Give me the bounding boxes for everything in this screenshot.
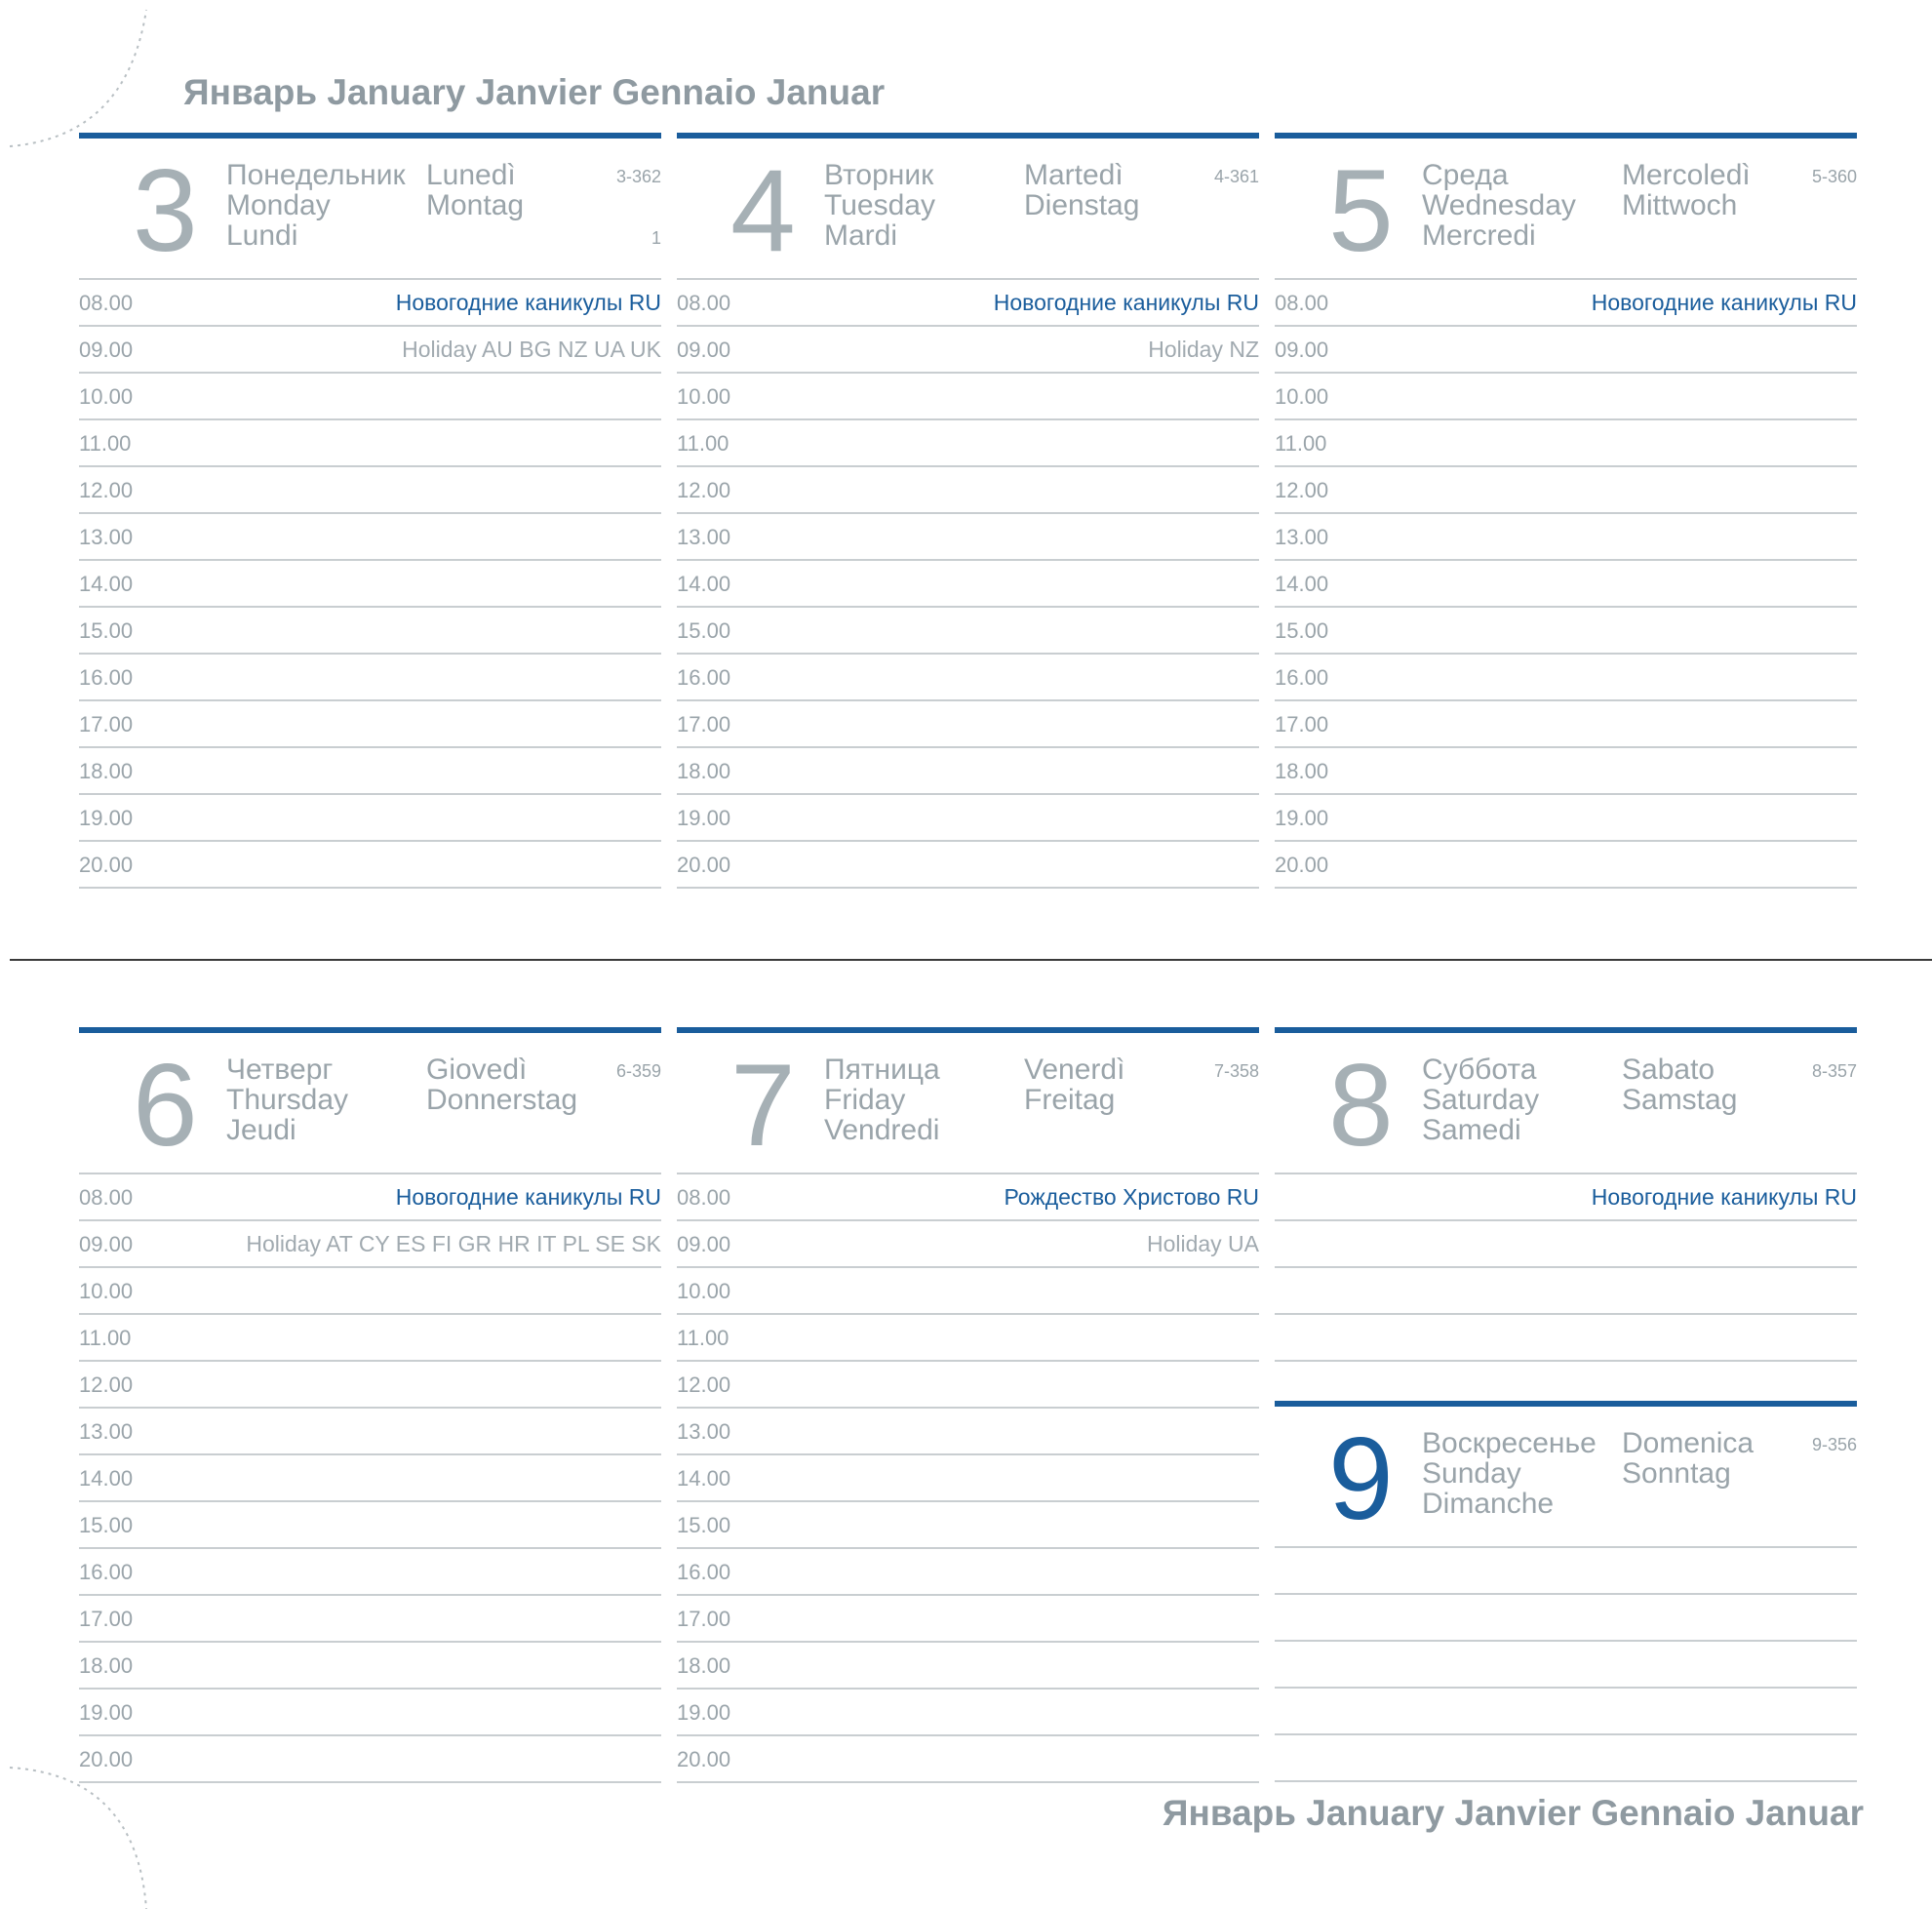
- time-label: 08.00: [677, 1185, 731, 1210]
- day-name: Giovedì: [426, 1054, 528, 1086]
- time-row[interactable]: [677, 1362, 1259, 1409]
- time-label: 18.00: [1275, 759, 1329, 783]
- time-row[interactable]: [79, 748, 661, 795]
- page-separator: [10, 959, 1932, 961]
- time-label: 18.00: [677, 759, 731, 783]
- time-label: 13.00: [79, 525, 134, 549]
- day-names-left: [824, 1054, 940, 1145]
- time-label: 17.00: [79, 1607, 134, 1631]
- day-name: Lundi: [226, 219, 298, 252]
- time-row[interactable]: [677, 1455, 1259, 1502]
- time-label: 17.00: [677, 1607, 731, 1631]
- event-text: Новогодние каникулы RU: [1591, 290, 1857, 315]
- time-label: 08.00: [677, 291, 731, 315]
- day-name: Wednesday: [1422, 189, 1576, 221]
- time-label: 09.00: [79, 338, 134, 362]
- time-row[interactable]: [1275, 795, 1857, 842]
- time-label: 11.00: [677, 431, 729, 456]
- day-header: [79, 1033, 661, 1174]
- time-label: 08.00: [79, 1185, 134, 1210]
- time-label: 19.00: [677, 1700, 731, 1725]
- day-names-right: [1622, 1054, 1737, 1115]
- time-label: 13.00: [79, 1419, 134, 1444]
- time-row[interactable]: [79, 1643, 661, 1690]
- time-label: 16.00: [1275, 665, 1329, 690]
- time-label: 09.00: [1275, 338, 1329, 362]
- time-label: 13.00: [677, 525, 731, 549]
- day-column-9: [1275, 1401, 1857, 1782]
- time-label: 17.00: [79, 712, 134, 736]
- day-name: Monday: [226, 189, 331, 221]
- day-names-right: [1622, 160, 1751, 220]
- day-name: Samstag: [1622, 1084, 1738, 1116]
- day-name: Суббота: [1422, 1054, 1537, 1086]
- time-row[interactable]: [79, 701, 661, 748]
- time-label: 15.00: [1275, 618, 1329, 643]
- day-name: Freitag: [1024, 1084, 1116, 1116]
- day-column-4: [677, 133, 1259, 889]
- time-label: 15.00: [677, 618, 731, 643]
- day-names-right: [426, 1054, 577, 1115]
- day-name: Martedì: [1024, 159, 1124, 191]
- time-row[interactable]: [1275, 1735, 1857, 1782]
- day-names-right: [426, 160, 524, 220]
- day-number: 9: [1328, 1413, 1394, 1544]
- time-row[interactable]: [1275, 420, 1857, 467]
- time-label: 14.00: [1275, 572, 1329, 596]
- time-label: 16.00: [677, 1560, 731, 1584]
- day-number: 8: [1328, 1040, 1394, 1171]
- time-label: 15.00: [79, 1513, 134, 1537]
- time-row[interactable]: [1275, 655, 1857, 701]
- time-label: 18.00: [79, 759, 134, 783]
- time-label: 14.00: [79, 572, 134, 596]
- time-row[interactable]: [677, 467, 1259, 514]
- time-row[interactable]: [677, 327, 1259, 374]
- day-name: Воскресенье: [1422, 1427, 1597, 1459]
- time-row[interactable]: [677, 795, 1259, 842]
- time-row[interactable]: [1275, 1548, 1857, 1595]
- time-row[interactable]: [1275, 1174, 1857, 1221]
- day-of-year-code: 9-356: [1811, 1435, 1857, 1454]
- day-name: Вторник: [824, 159, 934, 191]
- time-label: 19.00: [1275, 806, 1329, 830]
- day-of-year-code: 5-360: [1811, 167, 1857, 186]
- time-row[interactable]: [677, 655, 1259, 701]
- day-name: Thursday: [226, 1084, 349, 1116]
- day-header: [677, 1033, 1259, 1174]
- day-number: 5: [1328, 145, 1394, 276]
- time-row[interactable]: [677, 1502, 1259, 1549]
- event-text: Новогодние каникулы RU: [395, 290, 661, 315]
- day-header: [1275, 1407, 1857, 1548]
- day-of-year-code: 4-361: [1213, 167, 1259, 186]
- time-row[interactable]: [677, 514, 1259, 561]
- time-row[interactable]: [1275, 1268, 1857, 1315]
- day-header: [677, 139, 1259, 280]
- day-name: Sabato: [1622, 1054, 1715, 1086]
- day-of-year-code: 8-357: [1811, 1061, 1857, 1081]
- day-name: Mercredi: [1422, 219, 1536, 252]
- time-label: 18.00: [79, 1653, 134, 1678]
- day-column-8: [1275, 1027, 1857, 1362]
- day-number: 6: [133, 1040, 198, 1171]
- time-row[interactable]: [677, 1221, 1259, 1268]
- day-name: Mardi: [824, 219, 898, 252]
- event-text: Holiday NZ: [1148, 337, 1259, 362]
- time-row[interactable]: [79, 1174, 661, 1221]
- time-row[interactable]: [79, 420, 661, 467]
- time-row[interactable]: [79, 1596, 661, 1643]
- time-label: 14.00: [79, 1466, 134, 1491]
- time-label: 11.00: [79, 431, 132, 456]
- time-row[interactable]: [79, 795, 661, 842]
- day-header: [79, 139, 661, 280]
- time-row[interactable]: [79, 608, 661, 655]
- time-label: 09.00: [677, 1232, 731, 1256]
- time-label: 12.00: [1275, 478, 1329, 502]
- time-row[interactable]: [79, 1362, 661, 1409]
- time-label: 16.00: [79, 1560, 134, 1584]
- day-name: Mittwoch: [1622, 189, 1738, 221]
- time-row[interactable]: [79, 561, 661, 608]
- event-text: Рождество Христово RU: [1004, 1184, 1259, 1210]
- time-row[interactable]: [677, 842, 1259, 889]
- month-title-top: Январь January Janvier Gennaio Januar: [183, 72, 886, 112]
- day-name: Пятница: [824, 1054, 940, 1086]
- time-label: 09.00: [79, 1232, 134, 1256]
- time-row[interactable]: [1275, 1595, 1857, 1642]
- day-names-right: [1622, 1428, 1754, 1489]
- time-row[interactable]: [1275, 374, 1857, 420]
- time-label: 09.00: [677, 338, 731, 362]
- time-label: 13.00: [1275, 525, 1329, 549]
- day-column-3: [79, 133, 661, 889]
- time-label: 19.00: [677, 806, 731, 830]
- time-row[interactable]: [677, 420, 1259, 467]
- time-label: 08.00: [1275, 291, 1329, 315]
- event-text: Holiday AU BG NZ UA UK: [402, 337, 661, 362]
- time-row[interactable]: [677, 1643, 1259, 1690]
- time-label: 13.00: [677, 1419, 731, 1444]
- time-row[interactable]: [79, 1502, 661, 1549]
- day-header: [1275, 139, 1857, 280]
- time-row[interactable]: [1275, 1642, 1857, 1689]
- time-row[interactable]: [79, 1268, 661, 1315]
- time-row[interactable]: [677, 748, 1259, 795]
- time-label: 14.00: [677, 1466, 731, 1491]
- day-name: Sonntag: [1622, 1457, 1731, 1490]
- time-label: 20.00: [1275, 853, 1329, 877]
- event-text: Новогодние каникулы RU: [1591, 1184, 1857, 1210]
- day-names-left: [1422, 160, 1576, 251]
- day-names-left: [1422, 1054, 1539, 1145]
- time-label: 10.00: [677, 1279, 731, 1303]
- time-row[interactable]: [1275, 280, 1857, 327]
- time-label: 19.00: [79, 806, 134, 830]
- time-label: 14.00: [677, 572, 731, 596]
- time-label: 20.00: [79, 853, 134, 877]
- time-label: 10.00: [79, 384, 134, 409]
- day-name: Dienstag: [1024, 189, 1140, 221]
- day-of-year-code: 3-362: [615, 167, 661, 186]
- day-name: Понедельник: [226, 159, 406, 191]
- time-row[interactable]: [79, 655, 661, 701]
- time-label: 12.00: [79, 1372, 134, 1397]
- day-name: Dimanche: [1422, 1488, 1555, 1520]
- day-names-right: [1024, 160, 1139, 220]
- time-label: 12.00: [677, 1372, 731, 1397]
- time-row[interactable]: [677, 280, 1259, 327]
- time-row[interactable]: [1275, 561, 1857, 608]
- time-row[interactable]: [677, 374, 1259, 420]
- day-name: Jeudi: [226, 1114, 296, 1146]
- day-name: Montag: [426, 189, 525, 221]
- time-row[interactable]: [79, 842, 661, 889]
- event-text: Holiday UA: [1146, 1231, 1259, 1256]
- day-number: 4: [730, 145, 796, 276]
- time-row[interactable]: [79, 467, 661, 514]
- time-row[interactable]: [79, 1736, 661, 1783]
- day-name: Lunedì: [426, 159, 516, 191]
- time-label: 12.00: [677, 478, 731, 502]
- time-row[interactable]: [1275, 701, 1857, 748]
- day-names-right: [1024, 1054, 1124, 1115]
- time-label: 20.00: [79, 1747, 134, 1771]
- month-title-bottom: Январь January Janvier Gennaio Januar: [1162, 1793, 1864, 1833]
- time-row[interactable]: [1275, 1221, 1857, 1268]
- event-text: Новогодние каникулы RU: [993, 290, 1259, 315]
- time-label: 17.00: [677, 712, 731, 736]
- day-of-year-code: 7-358: [1213, 1061, 1259, 1081]
- day-of-year-code: 6-359: [615, 1061, 661, 1081]
- day-name: Venerdì: [1024, 1054, 1125, 1086]
- time-label: 20.00: [677, 1747, 731, 1771]
- time-label: 18.00: [677, 1653, 731, 1678]
- week-number: 1: [651, 228, 661, 248]
- time-row[interactable]: [677, 561, 1259, 608]
- time-row[interactable]: [79, 1549, 661, 1596]
- event-text: Новогодние каникулы RU: [395, 1184, 661, 1210]
- time-label: 11.00: [79, 1326, 132, 1350]
- day-name: Samedi: [1422, 1114, 1521, 1146]
- day-number: 7: [730, 1040, 796, 1171]
- time-row[interactable]: [1275, 1315, 1857, 1362]
- time-label: 12.00: [79, 478, 134, 502]
- time-label: 17.00: [1275, 712, 1329, 736]
- time-label: 08.00: [79, 291, 134, 315]
- day-name: Sunday: [1422, 1457, 1521, 1490]
- time-row[interactable]: [79, 327, 661, 374]
- time-row[interactable]: [677, 1690, 1259, 1736]
- day-names-left: [226, 160, 406, 251]
- time-row[interactable]: [79, 1690, 661, 1736]
- day-name: Domenica: [1622, 1427, 1755, 1459]
- event-text: Holiday AT CY ES FI GR HR IT PL SE SK: [246, 1231, 661, 1256]
- day-column-7: [677, 1027, 1259, 1783]
- time-row[interactable]: [79, 1409, 661, 1455]
- time-label: 11.00: [677, 1326, 729, 1350]
- day-name: Четверг: [226, 1054, 334, 1086]
- day-names-left: [1422, 1428, 1597, 1519]
- time-row[interactable]: [1275, 1689, 1857, 1735]
- time-row[interactable]: [677, 608, 1259, 655]
- time-row[interactable]: [677, 1315, 1259, 1362]
- day-name: Friday: [824, 1084, 906, 1116]
- time-row[interactable]: [1275, 748, 1857, 795]
- time-row[interactable]: [79, 1315, 661, 1362]
- day-number: 3: [133, 145, 198, 276]
- time-label: 10.00: [677, 384, 731, 409]
- time-row[interactable]: [1275, 608, 1857, 655]
- time-label: 16.00: [677, 665, 731, 690]
- time-label: 11.00: [1275, 431, 1327, 456]
- time-row[interactable]: [677, 1268, 1259, 1315]
- time-row[interactable]: [677, 1174, 1259, 1221]
- time-row[interactable]: [79, 1221, 661, 1268]
- time-row[interactable]: [1275, 327, 1857, 374]
- time-label: 16.00: [79, 665, 134, 690]
- day-column-5: [1275, 133, 1857, 889]
- time-label: 20.00: [677, 853, 731, 877]
- time-row[interactable]: [79, 374, 661, 420]
- time-row[interactable]: [1275, 514, 1857, 561]
- time-row[interactable]: [1275, 842, 1857, 889]
- time-row[interactable]: [677, 1596, 1259, 1643]
- time-label: 19.00: [79, 1700, 134, 1725]
- day-name: Donnerstag: [426, 1084, 578, 1116]
- time-row[interactable]: [79, 1455, 661, 1502]
- day-header: [1275, 1033, 1857, 1174]
- day-name: Saturday: [1422, 1084, 1540, 1116]
- day-name: Mercoledì: [1622, 159, 1751, 191]
- day-column-6: [79, 1027, 661, 1783]
- time-label: 15.00: [79, 618, 134, 643]
- time-row[interactable]: [79, 514, 661, 561]
- day-name: Среда: [1422, 159, 1509, 191]
- time-row[interactable]: [79, 280, 661, 327]
- day-names-left: [226, 1054, 348, 1145]
- time-row[interactable]: [677, 1549, 1259, 1596]
- day-name: Vendredi: [824, 1114, 940, 1146]
- time-label: 10.00: [79, 1279, 134, 1303]
- time-row[interactable]: [677, 1736, 1259, 1783]
- time-row[interactable]: [677, 701, 1259, 748]
- time-label: 10.00: [1275, 384, 1329, 409]
- day-name: Tuesday: [824, 189, 935, 221]
- time-label: 15.00: [677, 1513, 731, 1537]
- time-row[interactable]: [1275, 467, 1857, 514]
- time-row[interactable]: [677, 1409, 1259, 1455]
- day-names-left: [824, 160, 935, 251]
